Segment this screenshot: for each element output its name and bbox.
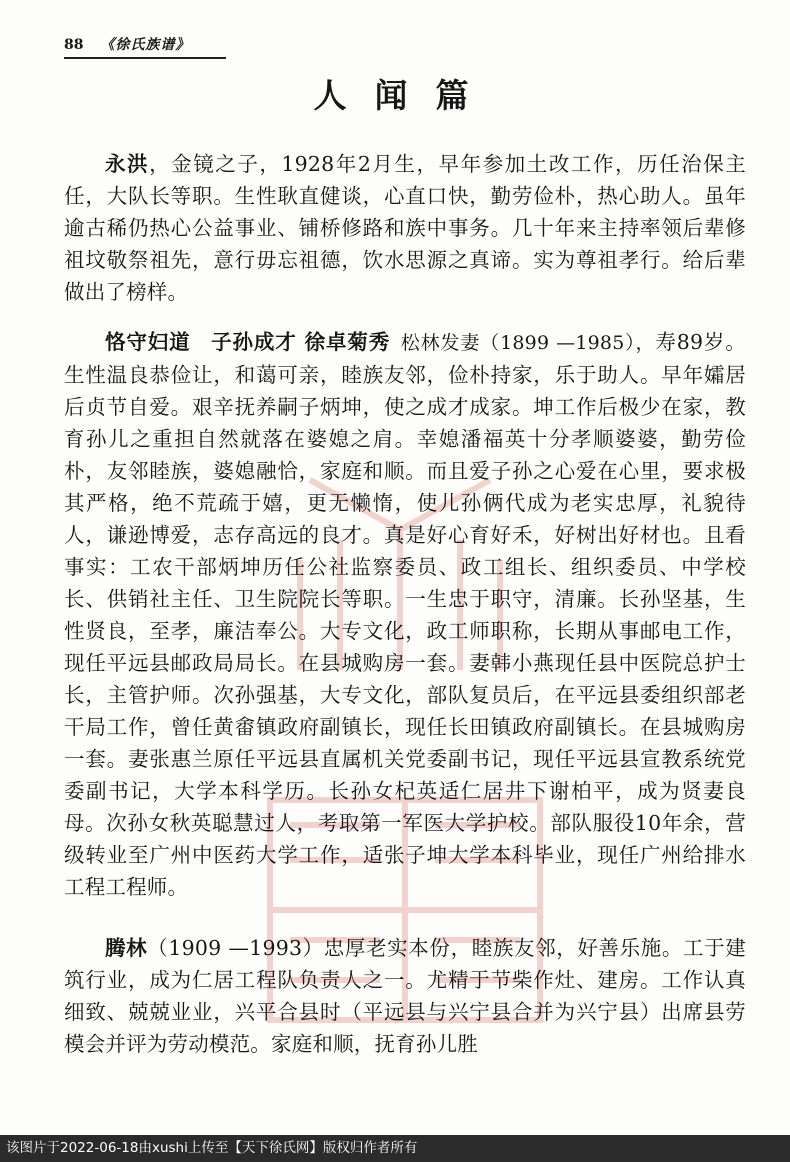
- entry-yonghong: [64, 148, 746, 308]
- running-header: [64, 36, 226, 59]
- entry-text: （1909 —1993）忠厚老实本份，睦族友邻，好善乐施。工于建筑行业，成为仁居工程队负责人之一。尤精于节柴作灶、建房。工作认真细致、兢兢业业，兴平合县时（平远县与兴宁县合并为兴宁县）出席县劳模会并评为劳动模范。家庭和顺，抚育孙儿胜: [64, 936, 746, 1056]
- entry-text: ，金镜之子，1928年2月生，早年参加土改工作，历任治保主任，大队长等职。生性耿直健谈，心直口快，勤劳俭朴，热心助人。虽年逾古稀仍热心公益事业、铺桥修路和族中事务。几十年来主持率领后辈修祖坟敬祭祖先，意行毋忘祖德，饮水思源之真谛。实为尊祖孝行。给后辈做出了榜样。: [64, 152, 746, 304]
- entry-lead: 恪守妇道: [105, 330, 191, 354]
- entry-lead-sub: 子孙成才 徐卓菊秀: [210, 330, 391, 354]
- entry-xu-zhuo-juxiu: [64, 326, 746, 903]
- upload-notice-text: 该图片于2022-06-18由xushi上传至【天下徐氏网】版权归作者所有: [6, 1140, 418, 1156]
- entry-lead: 腾林: [105, 936, 148, 960]
- upload-notice-bar: [0, 1135, 790, 1162]
- page-number: 88: [64, 37, 84, 53]
- entry-desc: 松林发妻（1899 —1985），: [400, 332, 656, 354]
- entry-lead: 永洪: [105, 152, 150, 176]
- book-title: 《徐氏族谱》: [100, 37, 191, 53]
- chapter-title: 人闻篇: [313, 76, 497, 115]
- entry-text: 寿89岁。生性温良恭俭让，和蔼可亲，睦族友邻，俭朴持家，乐于助人。早年孀居后贞节自爱。艰辛抚养嗣子炳坤，使之成才成家。坤工作后极少在家，教育孙儿之重担自然就落在婆媳之肩。幸媳潘福英十分孝顺婆婆，勤劳俭朴，友邻睦族，婆媳融恰，家庭和顺。而且爱子孙之心爱在心里，要求极其严格，绝不荒疏于嬉，更无懒惰，使儿孙俩代成为老实忠厚，礼貌待人，谦逊博爱，志存高远的良才。真是好心育好禾，好树出好材也。且看事实：工农干部炳坤历任公社监察委员、政工组长、组织委员、中学校长、供销社主任、卫生院院长等职。一生忠于职守，清廉。长孙坚基，生性贤良，至孝，廉洁奉公。大专文化，政工师职称，长期从事邮电工作，现任平远县邮政局局长。在县城购房一套。妻韩小燕现任县中医院总护士长，主管护师。次孙强基，大专文化，部队复员后，在平远县委组织部老干局工作，曾任黄畬镇政府副镇长，现任长田镇政府副镇长。在县城购房一套。妻张惠兰原任平远县直属机关党委副书记，现任平远县宣教系统党委副书记，大学本科学历。长孙女杞英适仁居井下谢柏平，成为贤妻良母。次孙女秋英聪慧过人，考取第一军医大学护校。部队服役10年余，营级转业至广州中医药大学工作，适张子坤大学本科毕业，现任广州给排水工程工程师。: [64, 330, 746, 899]
- entry-tenglin: [64, 932, 746, 1060]
